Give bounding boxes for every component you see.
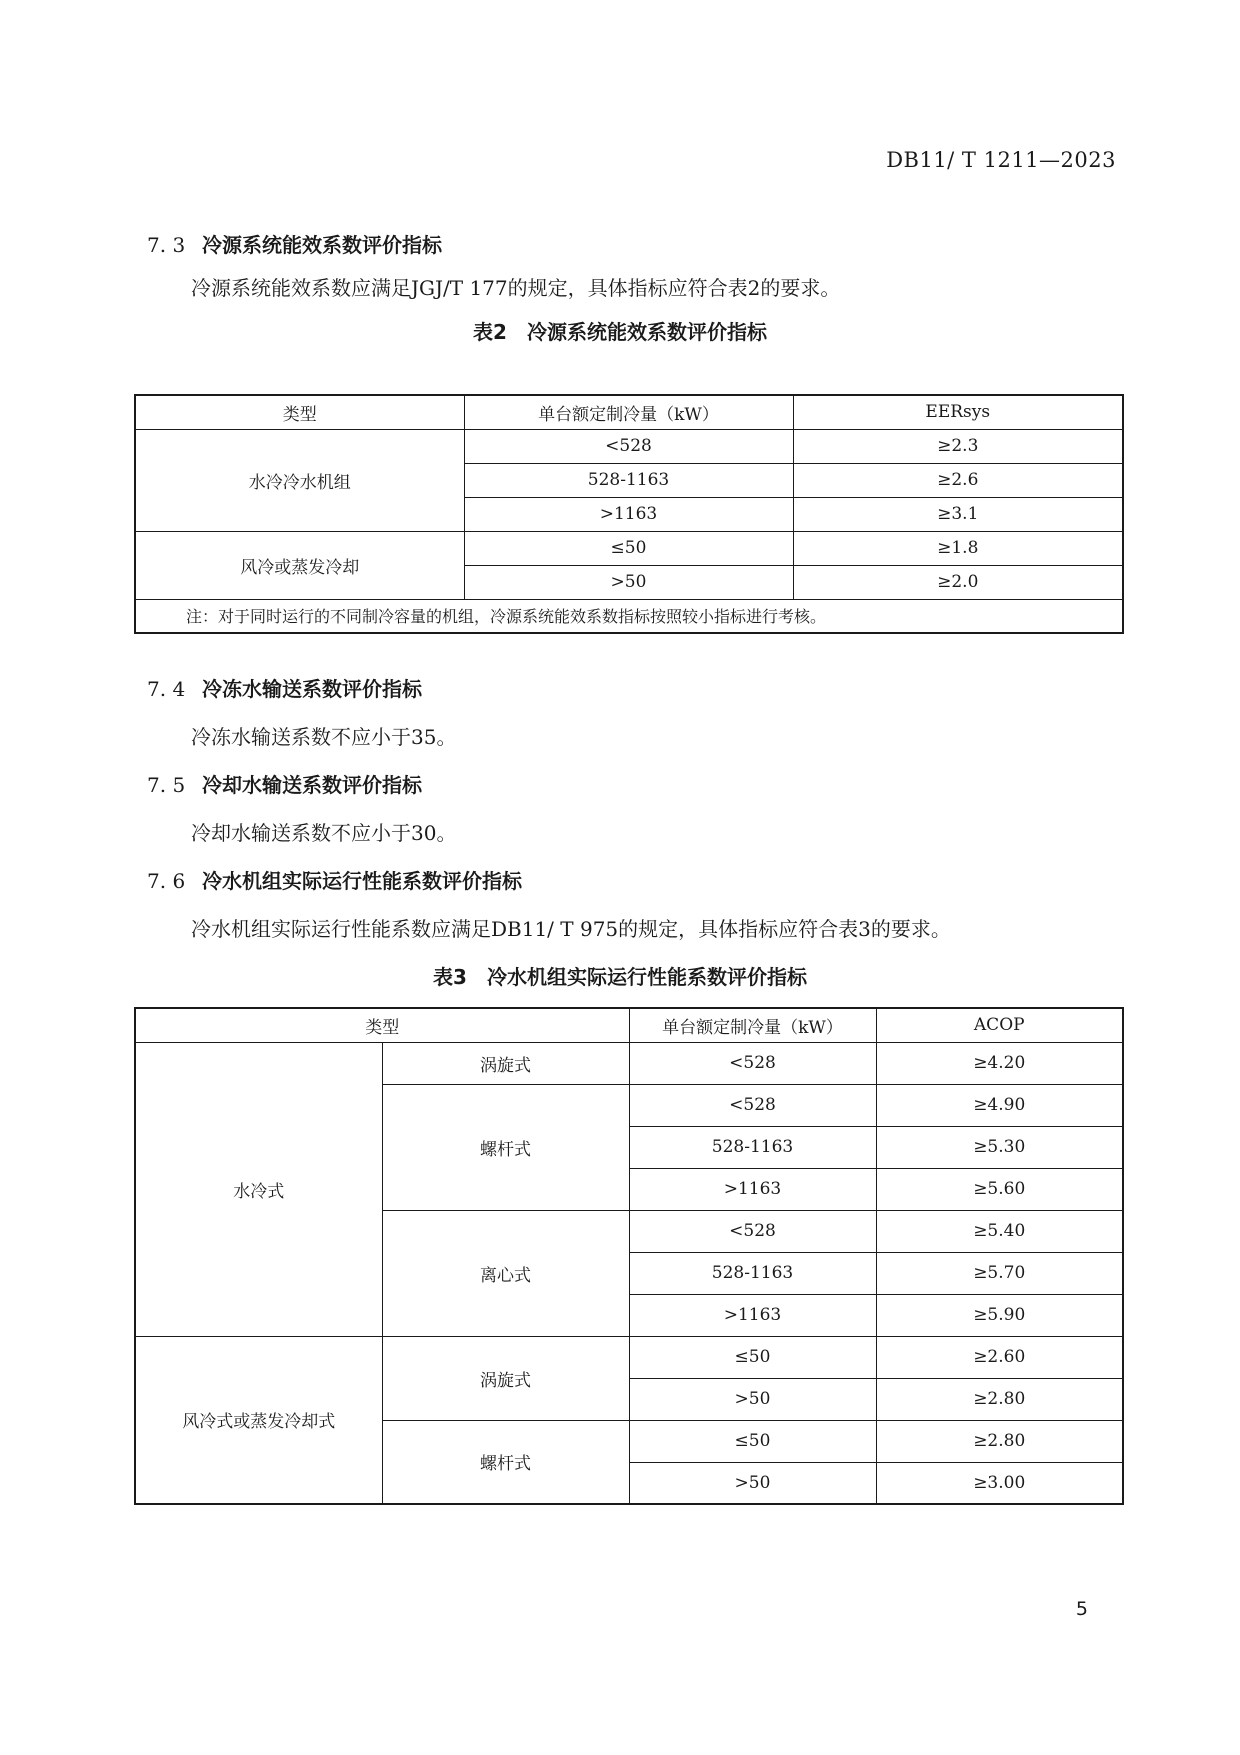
- capacity-cell: 528-1163: [629, 1126, 876, 1168]
- section-7-3-paragraph: 冷源系统能效系数应满足JGJ/T 177的规定，具体指标应符合表2的要求。: [191, 276, 841, 300]
- value-cell: ≥2.60: [876, 1336, 1123, 1378]
- section-number: 7. 6: [147, 869, 186, 893]
- capacity-cell: ≤50: [629, 1420, 876, 1462]
- section-7-5-heading: [147, 769, 422, 798]
- capacity-cell: >1163: [629, 1168, 876, 1210]
- value-cell: ≥2.3: [793, 429, 1123, 463]
- capacity-cell: 528-1163: [629, 1252, 876, 1294]
- capacity-cell: >50: [629, 1378, 876, 1420]
- value-cell: ≥5.60: [876, 1168, 1123, 1210]
- capacity-cell: >1163: [629, 1294, 876, 1336]
- value-cell: ≥3.1: [793, 497, 1123, 531]
- type-cell: 风冷式或蒸发冷却式: [135, 1336, 382, 1504]
- value-cell: ≥1.8: [793, 531, 1123, 565]
- table2-caption: 表2 冷源系统能效系数评价指标: [473, 320, 767, 344]
- value-cell: ≥5.70: [876, 1252, 1123, 1294]
- capacity-cell: ≤50: [464, 531, 793, 565]
- value-cell: ≥3.00: [876, 1462, 1123, 1504]
- capacity-cell: <528: [629, 1084, 876, 1126]
- subtype-cell: 螺杆式: [382, 1084, 629, 1210]
- column-header: 类型: [135, 1008, 629, 1042]
- table2: [134, 394, 1124, 634]
- type-cell: 水冷冷水机组: [135, 429, 464, 531]
- column-header: ACOP: [876, 1008, 1123, 1042]
- table-note-row: [135, 599, 1123, 633]
- capacity-cell: >50: [629, 1462, 876, 1504]
- value-cell: ≥5.40: [876, 1210, 1123, 1252]
- section-7-4-heading: [147, 673, 422, 702]
- table-row: [135, 1336, 1123, 1378]
- capacity-cell: >1163: [464, 497, 793, 531]
- value-cell: ≥4.90: [876, 1084, 1123, 1126]
- section-7-5-paragraph: 冷却水输送系数不应小于30。: [191, 821, 457, 845]
- section-7-6-heading: [147, 865, 522, 894]
- section-number: 7. 4: [147, 677, 186, 701]
- value-cell: ≥5.90: [876, 1294, 1123, 1336]
- section-number: 7. 5: [147, 773, 186, 797]
- column-header: 类型: [135, 395, 464, 429]
- table-row: [135, 429, 1123, 463]
- table-row: [135, 531, 1123, 565]
- section-7-6-paragraph: 冷水机组实际运行性能系数应满足DB11/ T 975的规定，具体指标应符合表3的要求。: [191, 917, 951, 941]
- column-header: 单台额定制冷量（kW）: [629, 1008, 876, 1042]
- subtype-cell: 离心式: [382, 1210, 629, 1336]
- table3: [134, 1007, 1124, 1505]
- type-cell: 水冷式: [135, 1042, 382, 1336]
- section-title: 冷水机组实际运行性能系数评价指标: [202, 869, 522, 893]
- value-cell: ≥5.30: [876, 1126, 1123, 1168]
- value-cell: ≥2.0: [793, 565, 1123, 599]
- section-7-3-heading: [147, 229, 442, 258]
- page-number: 5: [1075, 1598, 1088, 1620]
- table3-caption: 表3 冷水机组实际运行性能系数评价指标: [433, 965, 807, 989]
- section-title: 冷却水输送系数评价指标: [202, 773, 422, 797]
- value-cell: ≥2.80: [876, 1378, 1123, 1420]
- section-title: 冷源系统能效系数评价指标: [202, 233, 442, 257]
- subtype-cell: 涡旋式: [382, 1336, 629, 1420]
- column-header: 单台额定制冷量（kW）: [464, 395, 793, 429]
- table-note: 注：对于同时运行的不同制冷容量的机组，冷源系统能效系数指标按照较小指标进行考核。: [135, 599, 1123, 633]
- subtype-cell: 螺杆式: [382, 1420, 629, 1504]
- table-row: [135, 1042, 1123, 1084]
- section-title: 冷冻水输送系数评价指标: [202, 677, 422, 701]
- document-code: DB11/ T 1211—2023: [886, 148, 1116, 172]
- type-cell: 风冷或蒸发冷却: [135, 531, 464, 599]
- capacity-cell: <528: [629, 1210, 876, 1252]
- capacity-cell: <528: [629, 1042, 876, 1084]
- section-7-4-paragraph: 冷冻水输送系数不应小于35。: [191, 725, 457, 749]
- section-number: 7. 3: [147, 233, 186, 257]
- capacity-cell: ≤50: [629, 1336, 876, 1378]
- subtype-cell: 涡旋式: [382, 1042, 629, 1084]
- table-header-row: [135, 395, 1123, 429]
- table-header-row: [135, 1008, 1123, 1042]
- value-cell: ≥2.6: [793, 463, 1123, 497]
- column-header: EERsys: [793, 395, 1123, 429]
- capacity-cell: <528: [464, 429, 793, 463]
- capacity-cell: 528-1163: [464, 463, 793, 497]
- capacity-cell: >50: [464, 565, 793, 599]
- value-cell: ≥2.80: [876, 1420, 1123, 1462]
- value-cell: ≥4.20: [876, 1042, 1123, 1084]
